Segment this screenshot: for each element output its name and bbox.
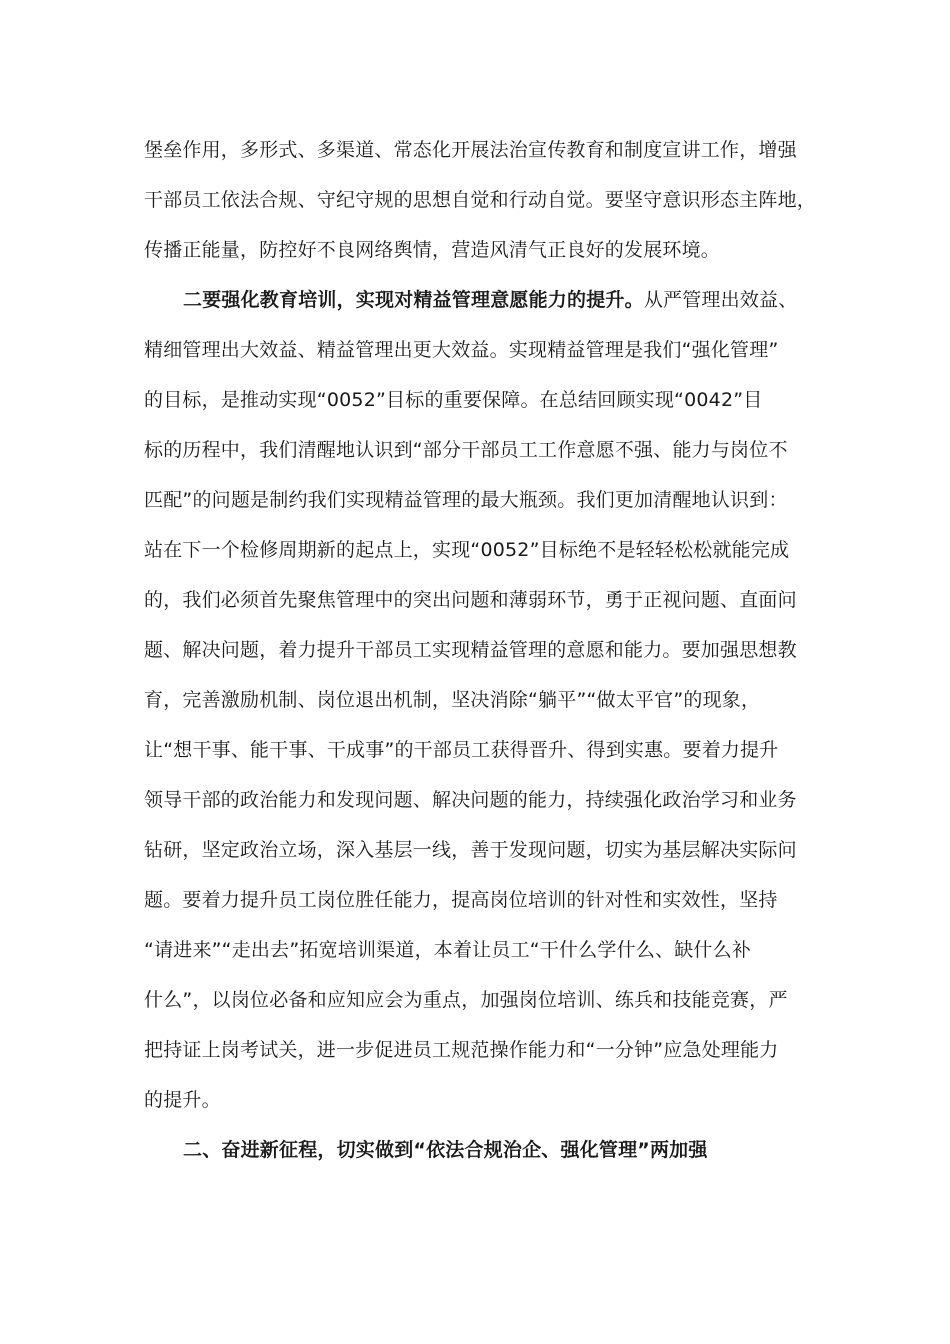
text-line-5: 的目标，是推动实现“0052”目标的重要保障。在总结回顾实现“0042”目 xyxy=(144,389,763,411)
text-line-7: 匹配”的问题是制约我们实现精益管理的最大瓶颈。我们更加清醒地认识到： xyxy=(144,489,788,511)
text-line-4: 精细管理出大效益、精益管理出更大效益。实现精益管理是我们“强化管理” xyxy=(144,339,779,361)
text-line-2: 干部员工依法合规、守纪守规的思想自觉和行动自觉。要坚守意识形态主阵地， xyxy=(144,189,817,211)
text-line-3: 传播正能量，防控好不良网络舆情，营造风清气正良好的发展环境。 xyxy=(144,239,721,261)
text-line-15: 题。要着力提升员工岗位胜任能力，提高岗位培训的针对性和实效性，坚持 xyxy=(144,889,778,911)
text-line-13: 领导干部的政治能力和发现问题、解决问题的能力，持续强化政治学习和业务 xyxy=(144,789,797,811)
text-line-11: 育，完善激励机制、岗位退出机制，坚决消除“躺平”“做太平官”的现象， xyxy=(144,689,761,711)
text-line-8: 站在下一个检修周期新的起点上，实现“0052”目标绝不是轻轻松松就能完成 xyxy=(144,539,790,561)
text-line-19: 的提升。 xyxy=(144,1089,221,1111)
text-line-10: 题、解决问题，着力提升干部员工实现精益管理的意愿和能力。要加强思想教 xyxy=(144,639,797,661)
text-line-18: 把持证上岗考试关，进一步促进员工规范操作能力和“一分钟”应急处理能力 xyxy=(144,1039,779,1061)
section-heading: 二、奋进新征程，切实做到“依法合规治企、强化管理”两加强 xyxy=(183,1139,708,1161)
text-line-12: 让“想干事、能干事、干成事”的干部员工获得晋升、得到实惠。要着力提升 xyxy=(144,739,779,761)
text-line-14: 钻研，坚定政治立场，深入基层一线，善于发现问题，切实为基层解决实际问 xyxy=(144,839,797,861)
paragraph-2-heading: 二要强化教育培训，实现对精益管理意愿能力的提升。 xyxy=(183,289,644,311)
text-line-6: 标的历程中，我们清醒地认识到“部分干部员工工作意愿不强、能力与岗位不 xyxy=(144,439,788,461)
text-line-9: 的，我们必须首先聚焦管理中的突出问题和薄弱环节，勇于正视问题、直面问 xyxy=(144,589,797,611)
paragraph-2-first-line-rest: 从严管理出效益、 xyxy=(643,289,798,311)
text-line-17: 什么”，以岗位必备和应知应会为重点，加强岗位培训、练兵和技能竞赛，严 xyxy=(144,989,788,1011)
text-line-16: “请进来”“走出去”拓宽培训渠道，本着让员工“干什么学什么、缺什么补 xyxy=(144,939,752,961)
paragraph-2-first-line xyxy=(183,287,797,313)
text-line-1: 堡垒作用，多形式、多渠道、常态化开展法治宣传教育和制度宣讲工作，增强 xyxy=(144,139,797,161)
